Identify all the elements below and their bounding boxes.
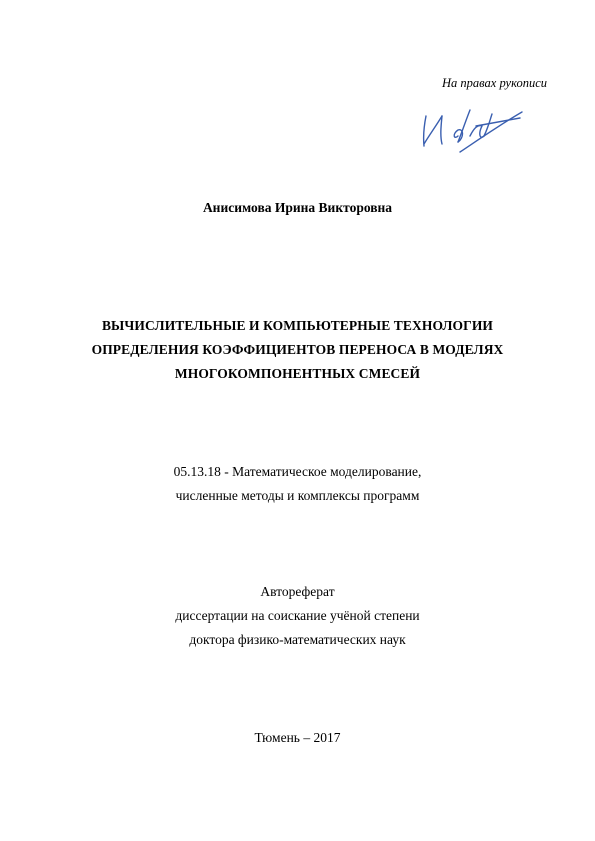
- signature-icon: [418, 106, 528, 158]
- title-line-3: МНОГОКОМПОНЕНТНЫХ СМЕСЕЙ: [174, 366, 421, 381]
- document-type-line-3: доктора физико-математических наук: [189, 632, 406, 647]
- title-line-2: ОПРЕДЕЛЕНИЯ КОЭФФИЦИЕНТОВ ПЕРЕНОСА В МОДЕЛЯХ: [91, 342, 504, 357]
- document-type: Автореферат: [260, 584, 335, 599]
- document-type-line-2: диссертации на соискание учёной степени: [175, 608, 420, 623]
- specialty-line-2: численные методы и комплексы программ: [175, 488, 420, 503]
- rights-note: На правах рукописи: [442, 76, 547, 90]
- title-line-1: ВЫЧИСЛИТЕЛЬНЫЕ И КОМПЬЮТЕРНЫЕ ТЕХНОЛОГИИ: [101, 318, 494, 333]
- place-year: Тюмень – 2017: [254, 730, 341, 745]
- specialty-line-1: 05.13.18 - Математическое моделирование,: [173, 464, 422, 479]
- author-name: Анисимова Ирина Викторовна: [202, 200, 393, 215]
